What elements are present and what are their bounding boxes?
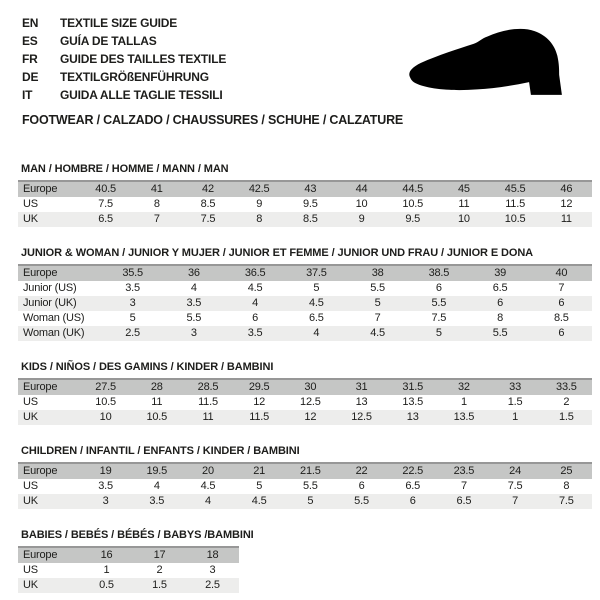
size-cell: 3.5	[149, 495, 165, 507]
size-cell: 1.5	[507, 396, 523, 408]
size-cell: 7	[512, 495, 519, 507]
size-cell: 36.5	[244, 267, 266, 279]
size-cell: 7	[153, 213, 160, 225]
size-cell: 12	[560, 198, 573, 210]
size-cell: 32	[457, 381, 470, 393]
size-cell: 41	[150, 183, 163, 195]
table-row	[18, 463, 592, 479]
size-cell: 6	[409, 495, 416, 507]
size-table-section	[18, 445, 600, 509]
size-cell: 13.5	[453, 411, 475, 423]
table-row	[18, 395, 592, 410]
language-code: DE	[22, 70, 39, 84]
size-cell: 5.5	[370, 282, 385, 294]
size-cell: 44.5	[402, 183, 424, 195]
size-cell: 13	[406, 411, 419, 423]
size-cell: 4	[205, 495, 211, 507]
size-cell: 25	[560, 465, 573, 477]
size-cell: 22	[355, 465, 368, 477]
dress-shoe-icon	[394, 22, 584, 104]
size-cell: 20	[202, 465, 214, 477]
size-cell: 45	[457, 183, 470, 195]
size-cell: 3.5	[186, 297, 202, 309]
row-label: UK	[23, 213, 38, 225]
table-row	[18, 212, 592, 227]
size-cell: 4	[153, 480, 160, 492]
size-cell: 9	[358, 213, 365, 225]
size-cell: 7	[374, 312, 381, 324]
size-cell: 5.5	[492, 327, 508, 339]
size-cell: 10	[355, 198, 368, 210]
size-cell: 2	[156, 564, 163, 576]
language-label: TEXTILGRÖßENFÜHRUNG	[60, 70, 209, 84]
table-title: JUNIOR & WOMAN / JUNIOR Y MUJER / JUNIOR ET FEMME / JUNIOR UND FRAU / JUNIOR E DONA	[21, 247, 534, 259]
table-row	[18, 296, 592, 311]
size-cell: 6	[358, 480, 365, 492]
size-table	[18, 264, 592, 341]
table-row	[18, 265, 592, 281]
row-label: US	[23, 198, 38, 210]
size-cell: 42.5	[248, 183, 270, 195]
size-cell: 4	[252, 297, 259, 309]
size-cell: 10.5	[95, 396, 116, 408]
language-code: FR	[22, 52, 38, 66]
table-title: MAN / HOMBRE / HOMME / MANN / MAN	[21, 163, 229, 175]
table-title: BABIES / BEBÉS / BÉBÉS / BABYS /BAMBINI	[21, 529, 254, 541]
table-row	[18, 547, 239, 563]
size-cell: 3	[102, 495, 109, 507]
row-label: Woman (UK)	[23, 327, 85, 339]
size-cell: 5	[435, 327, 442, 339]
size-cell: 2.5	[205, 579, 220, 591]
size-cell: 28.5	[197, 381, 219, 393]
language-label: TEXTILE SIZE GUIDE	[60, 16, 178, 30]
size-cell: 40.5	[95, 183, 116, 195]
size-cell: 31	[355, 381, 368, 393]
size-cell: 4	[313, 327, 320, 339]
table-row	[18, 326, 592, 341]
size-cell: 7	[460, 480, 467, 492]
size-table-section	[18, 361, 600, 425]
row-label: Europe	[23, 267, 58, 279]
size-table-section	[18, 529, 600, 593]
size-cell: 8	[153, 198, 160, 210]
size-cell: 11	[202, 411, 214, 423]
size-cell: 12	[304, 411, 317, 423]
size-cell: 6.5	[98, 213, 113, 225]
size-cell: 9.5	[302, 198, 318, 210]
size-cell: 8.5	[554, 312, 569, 324]
table-row	[18, 379, 592, 395]
table-title: KIDS / NIÑOS / DES GAMINS / KINDER / BAMBINI	[21, 361, 274, 373]
language-code: IT	[22, 88, 33, 102]
size-cell: 6	[435, 282, 442, 294]
row-label: Junior (UK)	[23, 297, 77, 309]
size-cell: 10	[457, 213, 470, 225]
size-cell: 6	[252, 312, 259, 324]
size-cell: 5.5	[186, 312, 202, 324]
size-cell: 8.5	[200, 198, 216, 210]
size-cell: 2.5	[125, 327, 140, 339]
size-cell: 4.5	[251, 495, 267, 507]
size-cell: 40	[555, 267, 568, 279]
size-cell: 8.5	[302, 213, 318, 225]
size-cell: 5	[307, 495, 314, 507]
row-label: US	[23, 480, 38, 492]
size-cell: 11.5	[198, 396, 218, 408]
row-label: US	[23, 564, 38, 576]
size-cell: 29.5	[248, 381, 270, 393]
size-table-section	[18, 163, 600, 227]
row-label: UK	[23, 579, 38, 591]
table-row	[18, 479, 592, 494]
language-label: GUIDA ALLE TAGLIE TESSILI	[60, 88, 223, 102]
size-cell: 13	[355, 396, 368, 408]
size-cell: 7.5	[431, 312, 447, 324]
size-cell: 11	[458, 198, 470, 210]
language-code: EN	[22, 16, 39, 30]
size-tables	[0, 163, 600, 593]
size-cell: 7.5	[98, 198, 113, 210]
table-row	[18, 281, 592, 296]
size-cell: 45.5	[504, 183, 526, 195]
size-cell: 38.5	[428, 267, 450, 279]
size-cell: 19.5	[146, 465, 168, 477]
size-cell: 6.5	[456, 495, 472, 507]
size-table	[18, 462, 592, 509]
size-cell: 5	[129, 312, 136, 324]
size-cell: 11.5	[249, 411, 270, 423]
table-row	[18, 181, 592, 197]
table-row	[18, 197, 592, 212]
size-cell: 9	[256, 198, 263, 210]
size-cell: 10.5	[146, 411, 168, 423]
row-label: Europe	[23, 381, 58, 393]
table-row	[18, 311, 592, 326]
language-label: GUIDE DES TAILLES TEXTILE	[60, 52, 227, 66]
size-cell: 42	[202, 183, 214, 195]
row-label: Junior (US)	[23, 282, 77, 294]
size-cell: 6.5	[492, 282, 508, 294]
size-cell: 16	[100, 549, 113, 561]
size-cell: 44	[355, 183, 368, 195]
size-cell: 12.5	[351, 411, 372, 423]
size-cell: 1.5	[152, 579, 167, 591]
table-row	[18, 578, 239, 593]
size-cell: 3	[190, 327, 197, 339]
size-cell: 13.5	[402, 396, 424, 408]
size-cell: 5	[374, 297, 381, 309]
size-cell: 3.5	[98, 480, 113, 492]
size-table	[18, 546, 239, 593]
header	[0, 0, 600, 104]
size-cell: 1	[103, 564, 110, 576]
size-cell: 5	[313, 282, 320, 294]
size-cell: 37.5	[306, 267, 327, 279]
size-cell: 12	[253, 396, 266, 408]
row-label: Europe	[23, 183, 58, 195]
size-cell: 17	[153, 549, 166, 561]
size-cell: 27.5	[95, 381, 116, 393]
size-table-section	[18, 247, 600, 341]
size-cell: 35.5	[122, 267, 143, 279]
size-cell: 12.5	[300, 396, 321, 408]
size-cell: 38	[371, 267, 384, 279]
size-cell: 43	[304, 183, 317, 195]
size-cell: 24	[509, 465, 522, 477]
row-label: US	[23, 396, 38, 408]
size-cell: 33	[509, 381, 522, 393]
size-cell: 6	[497, 297, 504, 309]
size-cell: 4.5	[309, 297, 324, 309]
language-code: ES	[22, 34, 38, 48]
size-cell: 10.5	[504, 213, 526, 225]
size-cell: 46	[560, 183, 573, 195]
size-cell: 4	[190, 282, 197, 294]
size-cell: 3	[209, 564, 216, 576]
size-cell: 6.5	[309, 312, 324, 324]
size-cell: 23.5	[453, 465, 475, 477]
size-cell: 6.5	[405, 480, 421, 492]
table-row	[18, 410, 592, 425]
table-row	[18, 494, 592, 509]
size-cell: 6	[558, 297, 565, 309]
size-cell: 1.5	[558, 411, 574, 423]
size-cell: 21	[253, 465, 266, 477]
size-cell: 11	[560, 213, 572, 225]
category-heading: FOOTWEAR / CALZADO / CHAUSSURES / SCHUHE / CALZATURE	[22, 113, 404, 127]
size-cell: 22.5	[402, 465, 424, 477]
size-cell: 2	[563, 396, 570, 408]
size-cell: 39	[494, 267, 507, 279]
size-cell: 3.5	[247, 327, 263, 339]
size-cell: 18	[206, 549, 219, 561]
row-label: Europe	[23, 549, 58, 561]
size-cell: 1	[460, 396, 467, 408]
size-cell: 33.5	[556, 381, 577, 393]
size-cell: 8	[497, 312, 504, 324]
row-label: UK	[23, 495, 38, 507]
size-cell: 7.5	[507, 480, 523, 492]
size-cell: 5.5	[354, 495, 369, 507]
row-label: Woman (US)	[23, 312, 85, 324]
size-cell: 11	[151, 396, 163, 408]
row-label: UK	[23, 411, 38, 423]
size-cell: 0.5	[99, 579, 114, 591]
table-row	[18, 563, 239, 578]
size-cell: 10.5	[402, 198, 424, 210]
size-cell: 5.5	[431, 297, 447, 309]
language-label: GUÍA DE TALLAS	[60, 34, 157, 48]
size-cell: 4.5	[247, 282, 263, 294]
size-cell: 30	[304, 381, 317, 393]
size-cell: 10	[99, 411, 112, 423]
size-cell: 31.5	[402, 381, 424, 393]
size-cell: 7	[558, 282, 565, 294]
size-cell: 7.5	[200, 213, 216, 225]
size-cell: 5.5	[302, 480, 318, 492]
size-cell: 28	[150, 381, 163, 393]
size-cell: 3	[129, 297, 136, 309]
size-cell: 7.5	[558, 495, 574, 507]
size-cell: 21.5	[300, 465, 321, 477]
table-title: CHILDREN / INFANTIL / ENFANTS / KINDER / BAMBINI	[21, 445, 300, 457]
size-cell: 36	[187, 267, 200, 279]
size-cell: 3.5	[125, 282, 140, 294]
size-cell: 19	[99, 465, 112, 477]
size-cell: 8	[563, 480, 570, 492]
size-table	[18, 180, 592, 227]
size-cell: 1	[512, 411, 519, 423]
size-cell: 6	[558, 327, 565, 339]
size-cell: 4.5	[370, 327, 385, 339]
size-cell: 4.5	[200, 480, 216, 492]
row-label: Europe	[23, 465, 58, 477]
size-cell: 9.5	[405, 213, 421, 225]
size-cell: 8	[256, 213, 263, 225]
size-table	[18, 378, 592, 425]
size-cell: 11.5	[505, 198, 525, 210]
size-cell: 5	[256, 480, 263, 492]
